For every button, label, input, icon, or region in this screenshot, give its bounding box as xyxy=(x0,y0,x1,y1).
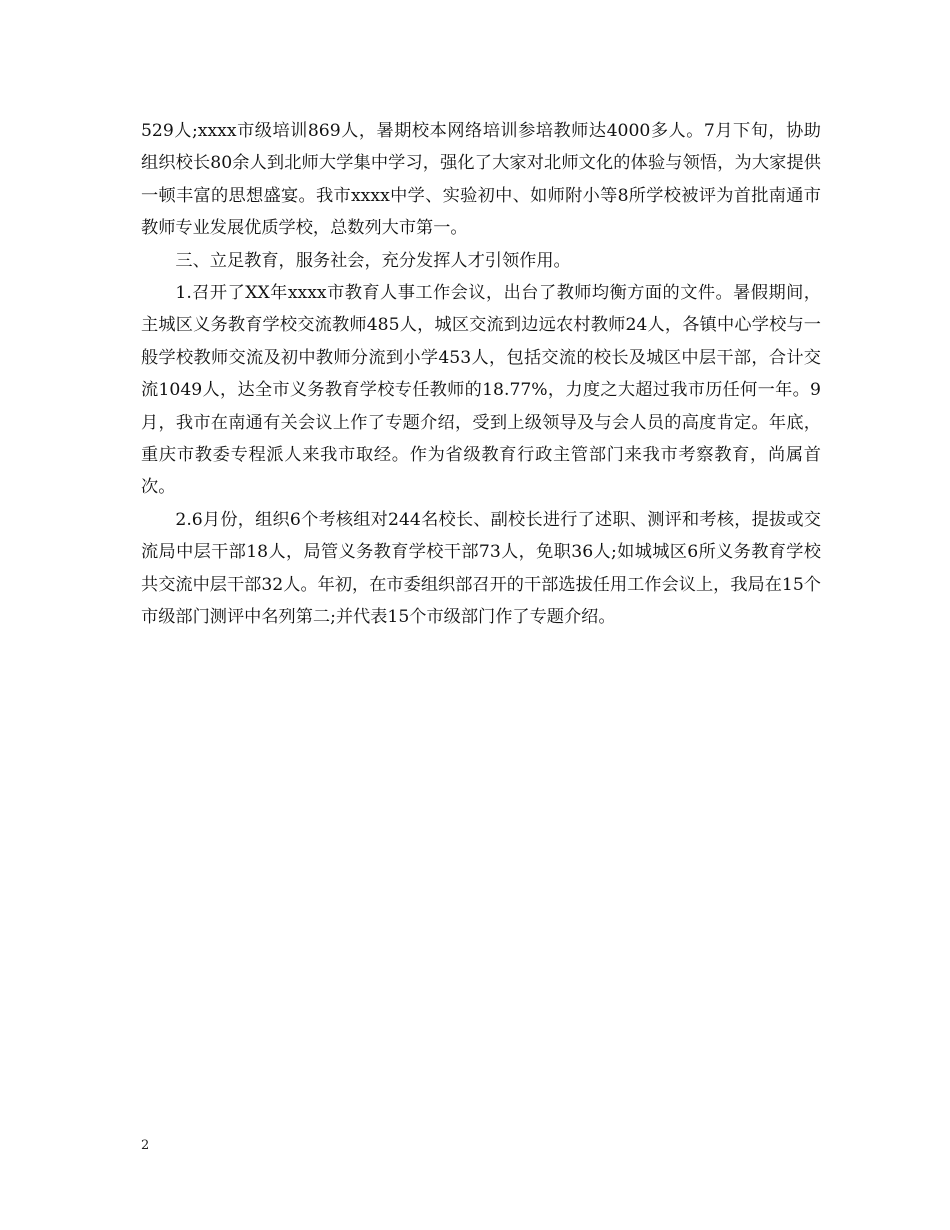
paragraph-continued: 529人;xxxx市级培训869人，暑期校本网络培训参培教师达4000多人。7月下旬，协助组织校长80余人到北师大学集中学习，强化了大家对北师文化的体验与领悟，为大家提供一顿丰富的思想盛宴。我市xxxx中学、实验初中、如师附小等8所学校被评为首批南通市教师专业发展优质学校，总数列大市第一。 xyxy=(141,121,821,239)
document-body xyxy=(141,115,821,634)
paragraph-item-1: 1.召开了XX年xxxx市教育人事工作会议，出台了教师均衡方面的文件。暑假期间，主城区义务教育学校交流教师485人，城区交流到边远农村教师24人，各镇中心学校与一般学校教师交流及初中教师分流到小学453人，包括交流的校长及城区中层干部，合计交流1049人，达全市义务教育学校专任教师的18.77%，力度之大超过我市历任何一年。9月，我市在南通有关会议上作了专题介绍，受到上级领导及与会人员的高度肯定。年底，重庆市教委专程派人来我市取经。作为省级教育行政主管部门来我市考察教育，尚属首次。 xyxy=(141,283,821,498)
paragraph-item-2: 2.6月份，组织6个考核组对244名校长、副校长进行了述职、测评和考核，提拔或交流局中层干部18人，局管义务教育学校干部73人，免职36人;如城城区6所义务教育学校共交流中层干部32人。年初，在市委组织部召开的干部选拔任用工作会议上，我局在15个市级部门测评中名列第二;并代表15个市级部门作了专题介绍。 xyxy=(141,509,821,628)
section-heading-three: 三、立足教育，服务社会，充分发挥人才引领作用。 xyxy=(175,250,571,271)
page-number: 2 xyxy=(141,1138,150,1153)
